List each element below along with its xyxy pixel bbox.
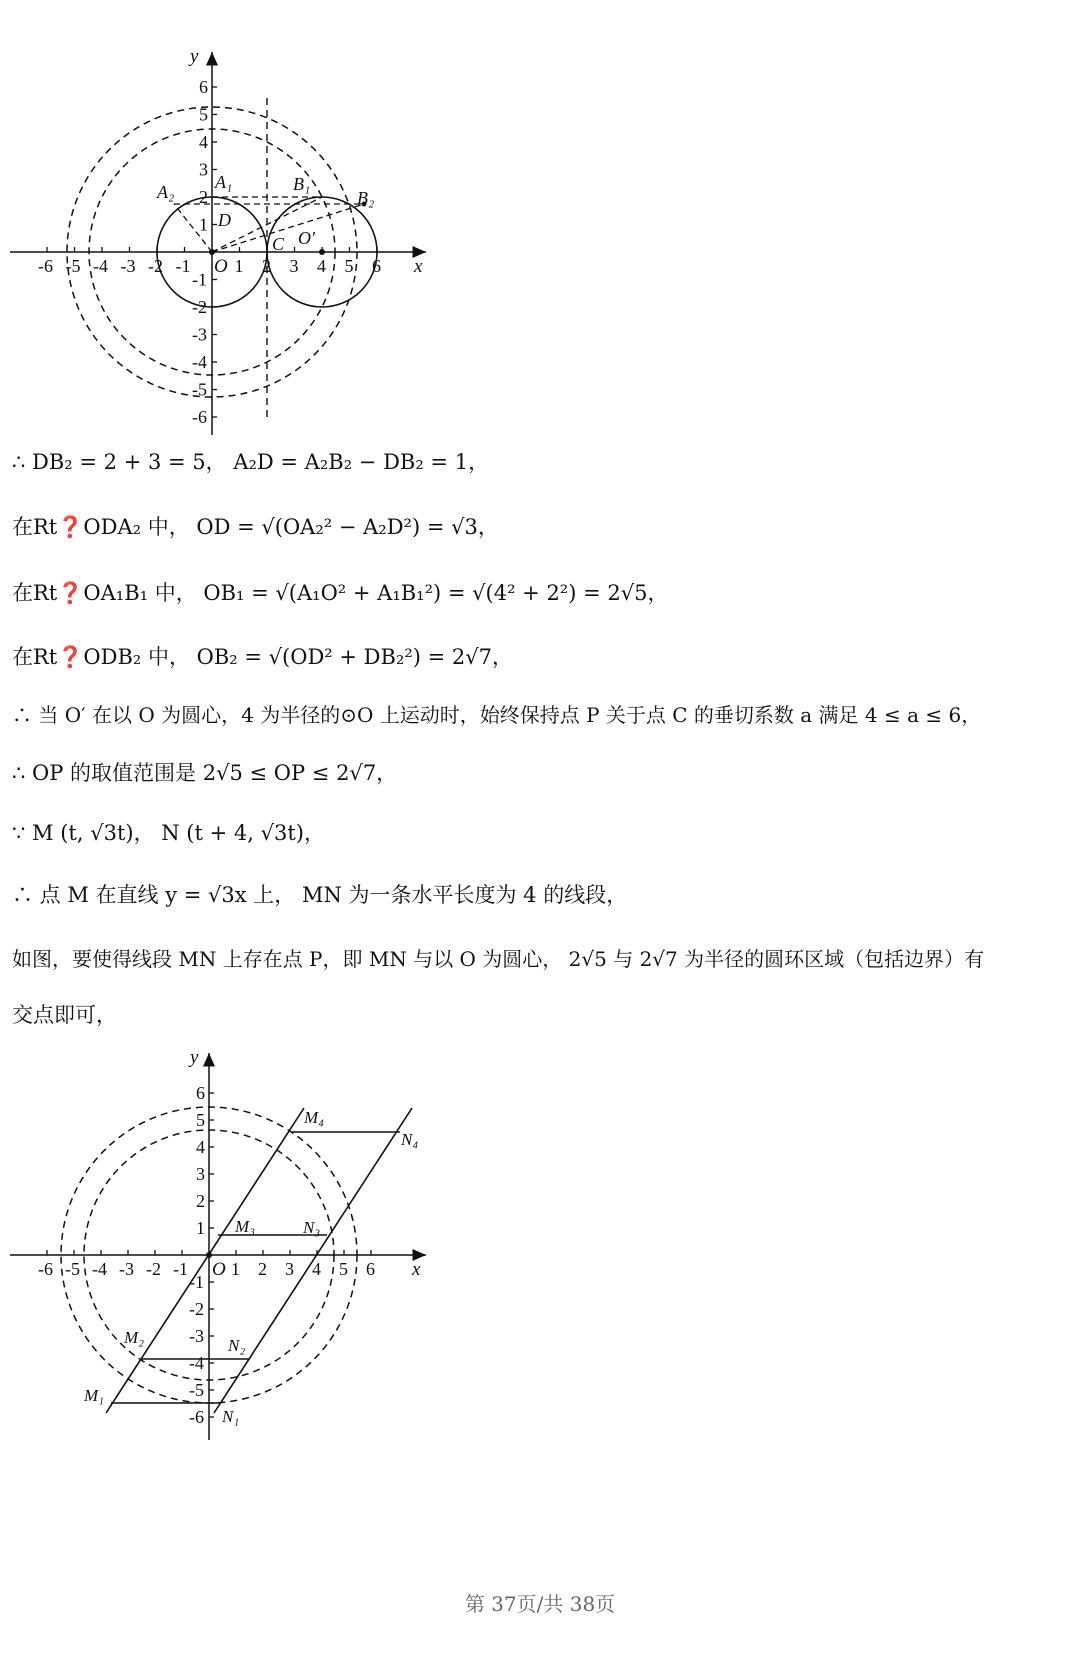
x-tick-label: 4 (317, 256, 326, 276)
solution-line-6: ∴ OP 的取值范围是 2√5 ≤ OP ≤ 2√7， (12, 761, 398, 785)
label-N1: N₁ (222, 1407, 240, 1426)
x-tick-label: -5 (65, 256, 81, 276)
y-tick-label: 6 (196, 1083, 205, 1103)
y-tick-label: 3 (199, 159, 208, 180)
x-tick-label: 1 (234, 256, 244, 276)
y-tick-label: 6 (199, 77, 208, 97)
y-tick-label: 2 (199, 187, 208, 207)
label-C: C (272, 234, 285, 254)
x-tick-label: -2 (146, 1259, 161, 1279)
y-tick-label: 4 (196, 1137, 205, 1157)
label-B2: B₂ (357, 188, 375, 208)
axis-y-label: y (190, 46, 199, 67)
y-tick-label: 2 (196, 1191, 205, 1211)
solution-line-7: ∵ M (t, √3t)， N (t + 4, √3t)， (12, 821, 325, 845)
x-tick-label: 6 (372, 256, 381, 276)
x-tick-label: -5 (65, 1259, 80, 1279)
y-tick-label: -2 (192, 297, 207, 317)
figure-1-tangent-circles (0, 40, 440, 460)
y-tick-label: -3 (192, 324, 207, 345)
y-tick-label: -6 (192, 407, 207, 427)
label-N4: N₄ (401, 1130, 419, 1149)
y-tick-label: -4 (189, 1353, 204, 1373)
figure-2-segment-MN (0, 1045, 440, 1445)
label-M1: M₁ (84, 1386, 105, 1405)
solution-line-2: 在Rt❓ODA₂ 中， OD = √(OA₂² − A₂D²) = √3， (12, 515, 499, 539)
y-tick-label: 5 (199, 104, 208, 125)
label-B1: B₁ (293, 174, 311, 194)
x-tick-label: -2 (148, 256, 163, 276)
x-tick-label: 6 (366, 1259, 375, 1279)
x-tick-label: -6 (38, 1259, 53, 1279)
y-tick-label: -5 (192, 379, 207, 400)
x-tick-label: -3 (119, 1259, 134, 1279)
point-O (209, 249, 215, 255)
solution-line-3: 在Rt❓OA₁B₁ 中， OB₁ = √(A₁O² + A₁B₁²) = √(4² + 2²) = 2√5， (12, 581, 669, 605)
axis-y-label-2: y (190, 1047, 199, 1068)
x-tick-label: -4 (93, 256, 108, 276)
x-tick-label: -1 (173, 1259, 188, 1279)
x-tick-label: -1 (175, 256, 191, 276)
solution-line-9: 如图，要使得线段 MN 上存在点 P，即 MN 与以 O 为圆心， 2√5 与 2√7 为半径的圆环区域（包括边界）有 (12, 947, 985, 971)
x-tick-label: 3 (285, 1259, 294, 1279)
y-tick-label: -4 (192, 352, 207, 372)
y-tick-label: 5 (196, 1110, 205, 1130)
y-tick-label: -2 (189, 1299, 204, 1319)
origin-label-2: O (212, 1259, 226, 1280)
solution-line-4: 在Rt❓ODB₂ 中， OB₂ = √(OD² + DB₂²) = 2√7， (12, 645, 514, 669)
x-tick-label: 5 (339, 1259, 348, 1279)
solution-line-5: ∴ 当 O′ 在以 O 为圆心，4 为半径的⊙O 上运动时，始终保持点 P 关于点 C 的垂切系数 a 满足 4 ≤ a ≤ 6， (12, 703, 982, 727)
point-O-prime (319, 249, 325, 255)
y-tick-label: -1 (189, 1272, 204, 1292)
page-footer: 第 37页/共 38页 (464, 1592, 616, 1616)
origin-label: O (214, 256, 228, 277)
y-tick-label: 1 (196, 1218, 205, 1238)
label-M4: M₄ (304, 1108, 325, 1127)
label-M2: M₂ (124, 1328, 145, 1347)
x-tick-label: 5 (344, 256, 354, 276)
label-M3: M₃ (235, 1217, 256, 1236)
x-tick-label: 2 (258, 1259, 267, 1279)
y-tick-label: 1 (199, 214, 208, 235)
x-tick-label: 3 (289, 256, 299, 276)
x-tick-label: 2 (262, 256, 271, 276)
x-tick-label: -6 (38, 256, 53, 276)
y-tick-label: -5 (189, 1380, 204, 1400)
axis-x-label-2: x (412, 1259, 421, 1280)
y-tick-label: -1 (192, 269, 207, 290)
x-tick-label: -4 (92, 1259, 107, 1279)
y-tick-label: -6 (189, 1407, 204, 1427)
label-N3: N₃ (303, 1218, 321, 1237)
solution-line-1: ∴ DB₂ = 2 + 3 = 5， A₂D = A₂B₂ − DB₂ = 1， (12, 450, 490, 474)
label-N2: N₂ (228, 1336, 246, 1355)
y-tick-label: 4 (199, 132, 208, 152)
label-D: D (218, 210, 231, 230)
axis-x-label: x (414, 256, 423, 277)
label-A2: A₂ (157, 182, 175, 202)
y-tick-label: 3 (196, 1164, 205, 1184)
label-A1: A₁ (215, 172, 233, 192)
x-tick-label: 4 (312, 1259, 321, 1279)
x-tick-label: 1 (231, 1259, 240, 1279)
point-O-2 (206, 1252, 212, 1258)
y-tick-label: -3 (189, 1326, 204, 1346)
solution-line-8: ∴ 点 M 在直线 y = √3x 上， MN 为一条水平长度为 4 的线段， (12, 883, 628, 907)
label-O-prime: O′ (298, 228, 315, 248)
solution-line-10: 交点即可， (12, 1003, 117, 1027)
x-tick-label: -3 (120, 256, 136, 276)
